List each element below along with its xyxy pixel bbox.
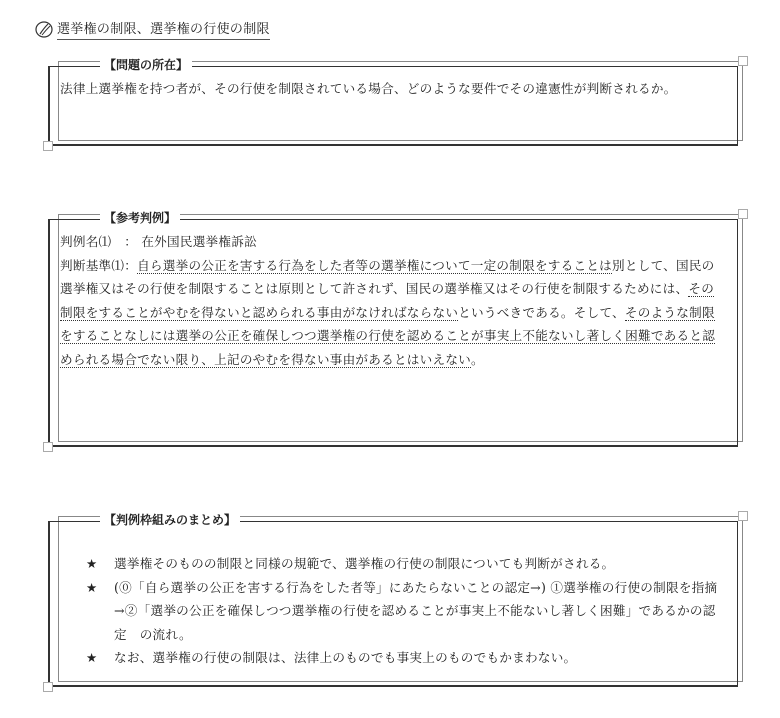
list-item — [86, 552, 718, 576]
summary-list — [86, 552, 718, 670]
reference-box — [48, 211, 738, 447]
case-name-label: 判例名⑴ ： — [60, 234, 138, 249]
standard-line — [60, 254, 722, 372]
summary-box-body — [86, 552, 718, 670]
standard-seg-0: 自ら選挙の公正を害する行為をした者等の選挙権について一定の制限をすることは — [137, 257, 613, 273]
standard-label: 判断基準⑴： — [60, 257, 138, 273]
case-name-line — [60, 230, 722, 254]
problem-box-title: 【問題の所在】 — [100, 57, 192, 73]
reference-box-title: 【参考判例】 — [100, 210, 180, 226]
standard-seg-4: そのような制限をすることなしには選挙の公正を確保しつつ選挙権の行使を認めることが事実上不能ないし著しく困難であると認められる場合でない限り、上記のやむを得ない事由があるとはいえない — [60, 304, 716, 367]
standard-seg-1: 別として、国民の選挙権又はその行使を制限することは原則として許されず、国民の選挙権又はその行使を制限するためには、 — [60, 257, 715, 296]
list-item — [86, 646, 718, 670]
case-name: 在外国民選挙権訴訟 — [141, 234, 257, 249]
circled-slash-icon — [34, 19, 54, 39]
summary-bullet-text: (⓪「自ら選挙の公正を害する行為をした者等」にあたらないことの認定→) ①選挙権の行使の制限を指摘→②「選挙の公正を確保しつつ選挙権の行使を認めることが事実上不能ないし著しく困難」であるかの認定 の流れ。 — [114, 579, 718, 642]
problem-box — [48, 58, 738, 146]
summary-box — [48, 513, 738, 687]
section-heading-text: 選挙権の制限、選挙権の行使の制限 — [57, 18, 270, 40]
summary-bullet-text: 選挙権そのものの制限と同様の規範で、選挙権の行使の制限についても判断がされる。 — [114, 556, 615, 571]
standard-seg-2: その制限をすることがやむを得ないと認められる事由がなければならない — [60, 281, 715, 320]
summary-box-title: 【判例枠組みのまとめ】 — [100, 512, 240, 528]
section-heading — [34, 17, 270, 41]
star-icon: ★ — [86, 579, 98, 595]
list-item — [86, 576, 718, 647]
problem-box-body — [60, 77, 722, 101]
summary-bullet-text: なお、選挙権の行使の制限は、法律上のものでも事実上のものでもかまわない。 — [114, 650, 577, 665]
reference-box-body — [60, 230, 722, 371]
standard-seg-5: 。 — [471, 351, 484, 367]
star-icon: ★ — [86, 556, 98, 571]
standard-seg-3: というべきである。そして、 — [458, 304, 625, 320]
problem-text: 法律上選挙権を持つ者が、その行使を制限されている場合、どのような要件でその違憲性が判断されるか。 — [60, 81, 677, 96]
star-icon: ★ — [86, 650, 98, 665]
